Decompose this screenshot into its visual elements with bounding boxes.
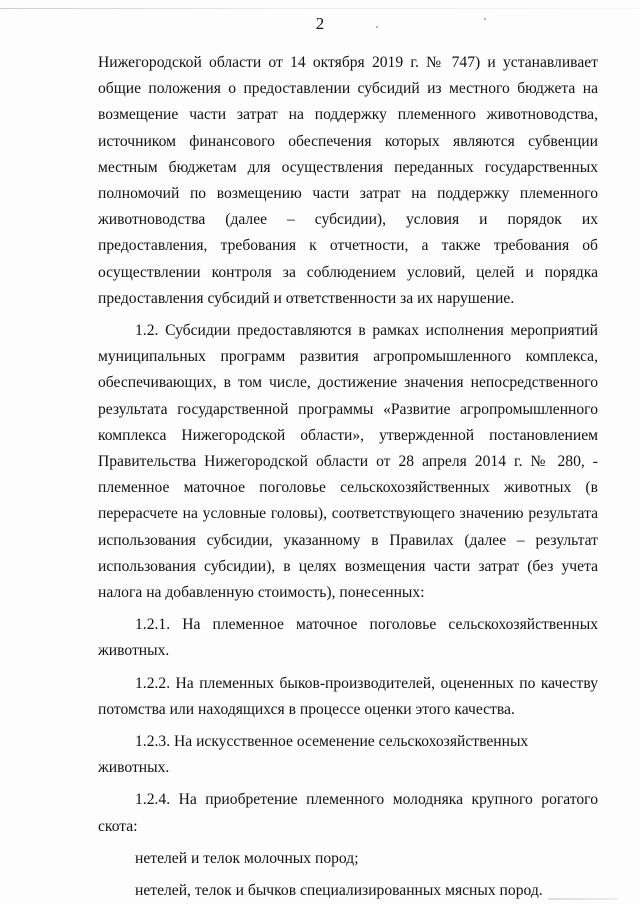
paragraph-intro-continuation: Нижегородской области от 14 октября 2019 г. № 747) и устанавливает общие положения о предоставлении субсидий из местного бюджета на возмещение части затрат на поддержку племенного животноводства, источником финансового обеспечения которых являются субвенции местным бюджетам для осуществления переданных государственных полномочий по возмещению части затрат на поддержку племенного животноводства (далее – субсидии), условия и порядок их предоставления, требования к отчетности, а также требования об осуществлении контроля за соблюдением условий, целей и порядка предоставления субсидий и ответственности за их нарушение. xyxy=(98,54,598,307)
scan-speck xyxy=(376,26,378,28)
paragraph-1-2: 1.2. Субсидии предоставляются в рамках исполнения мероприятий муниципальных программ развития агропромышленного комплекса, обеспечивающих, в том числе, достижение значения непосредственного результата государственной программы «Развитие агропромышленного комплекса Нижегородской области», утвержденной постановлением Правительства Нижегородской области от 28 апреля 2014 г. № 280, - племенное маточное поголовье сельскохозяйственных животных (в перерасчете на условные головы), соответствующего значению результата использования субсидии, указанному в Правилах (далее – результат использования субсидии), в целях возмещения части затрат (без учета налога на добавленную стоимость), понесенных: xyxy=(98,322,598,602)
document-body xyxy=(98,50,598,910)
page-number: 2 xyxy=(315,14,325,33)
scan-speck xyxy=(484,18,486,20)
paragraph-1-2-3: 1.2.3. На искусственное осеменение сельскохозяйственных животных. xyxy=(98,733,529,777)
scan-edge xyxy=(0,8,640,9)
list-item-dairy-heifers: нетелей и телок молочных пород; xyxy=(135,849,359,867)
scan-smudge xyxy=(548,898,618,900)
list-item-beef-breeds: нетелей, телок и бычков специализированных мясных пород. xyxy=(135,882,543,900)
paragraph-1-2-2: 1.2.2. На племенных быков-производителей, оцененных по качеству потомства или находящихся в процессе оценки этого качества. xyxy=(98,674,598,718)
paragraph-1-2-4: 1.2.4. На приобретение племенного молодняка крупного рогатого скота: xyxy=(98,791,598,835)
paragraph-1-2-1: 1.2.1. На племенное маточное поголовье сельскохозяйственных животных. xyxy=(98,616,598,660)
